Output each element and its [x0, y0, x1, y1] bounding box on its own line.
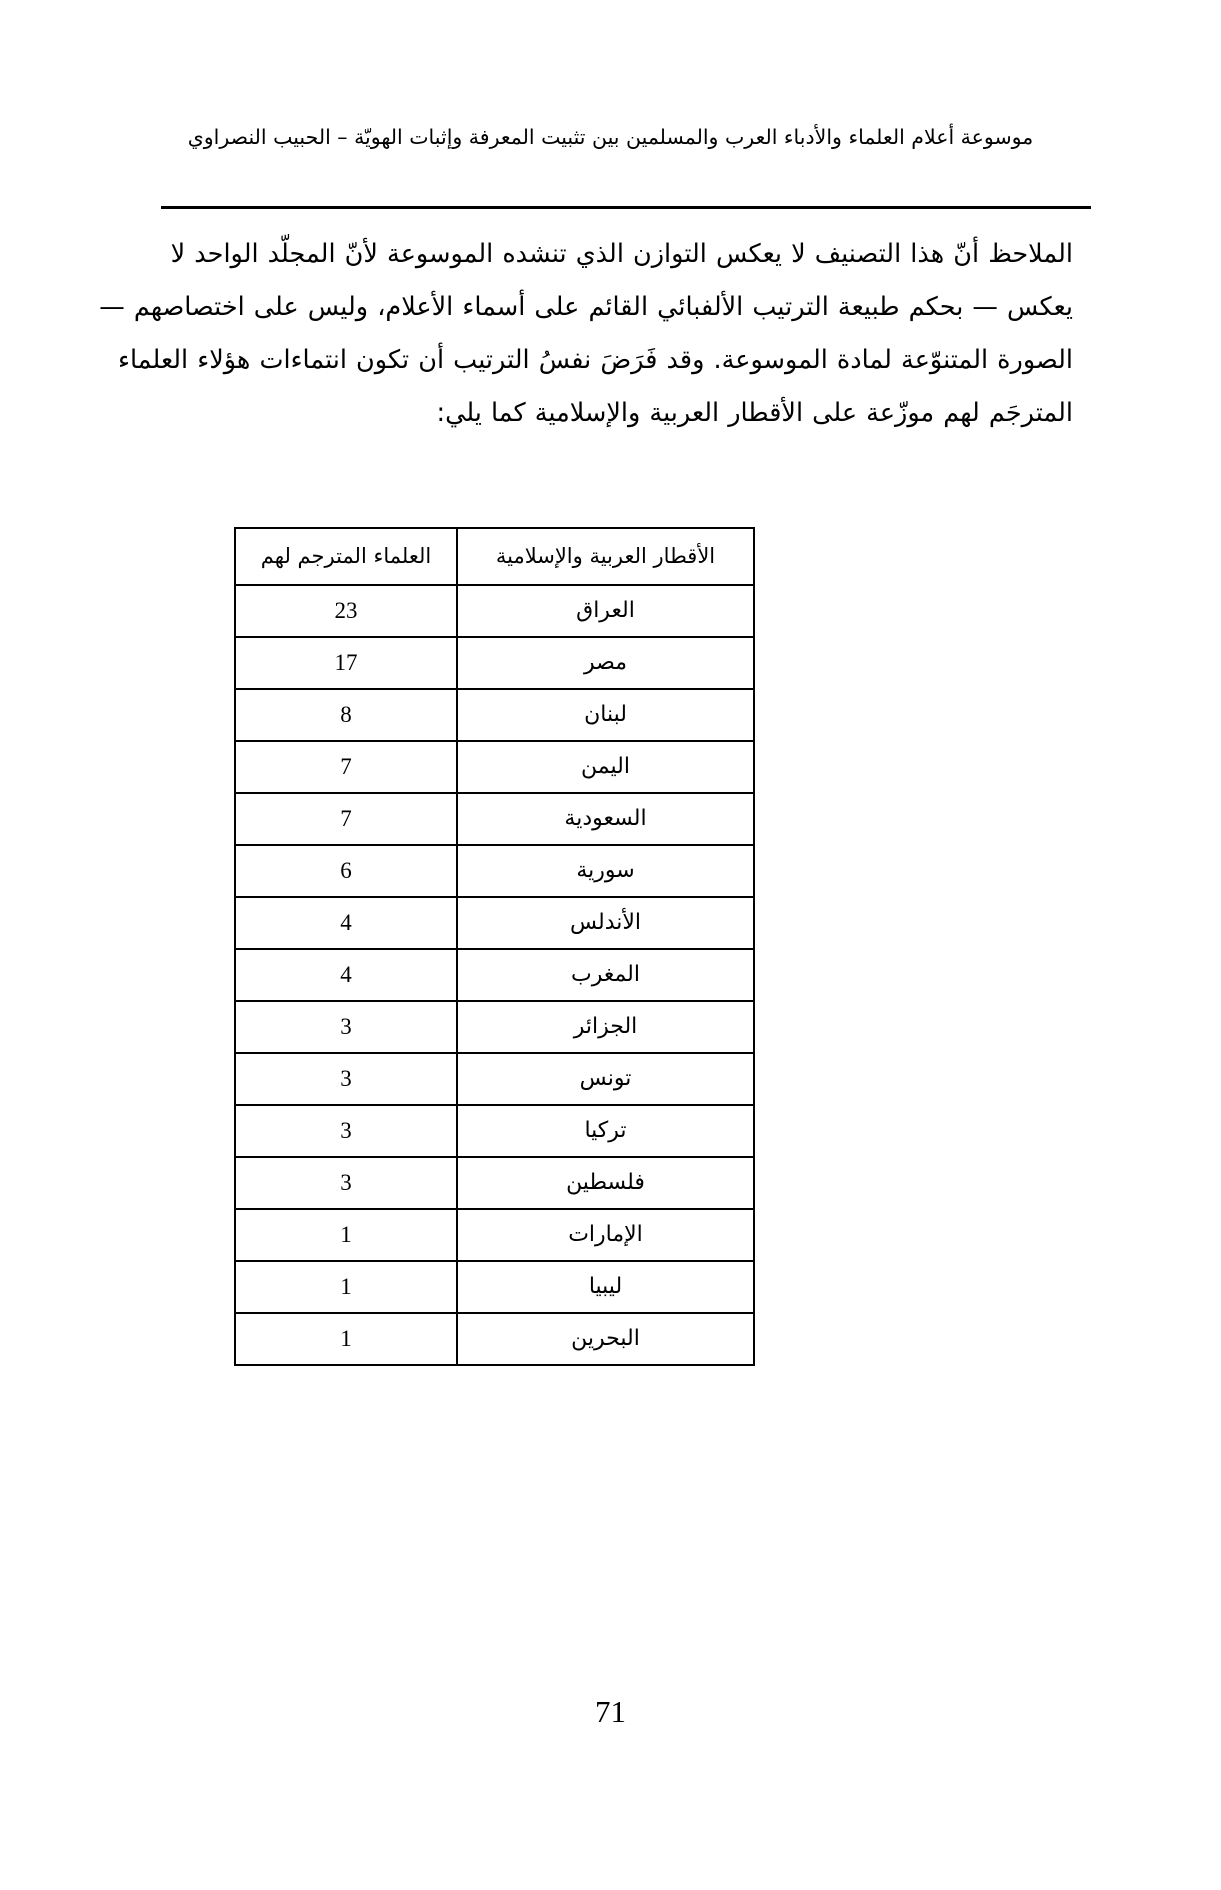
table-head — [235, 528, 754, 585]
body-line-1: الملاحظ أنّ هذا التصنيف لا يعكس التوازن الذي تنشده الموسوعة لأنّ المجلّد الواحد لا — [170, 239, 1073, 269]
cell-count: 3 — [235, 1001, 457, 1053]
cell-region: السعودية — [457, 793, 754, 845]
cell-count: 23 — [235, 585, 457, 637]
table-row — [235, 741, 754, 793]
table-row — [235, 949, 754, 1001]
cell-region: الأندلس — [457, 897, 754, 949]
cell-region: العراق — [457, 585, 754, 637]
cell-region: البحرين — [457, 1313, 754, 1365]
cell-region: تونس — [457, 1053, 754, 1105]
column-header-region: الأقطار العربية والإسلامية — [457, 528, 754, 585]
table-row — [235, 1209, 754, 1261]
column-header-count: العلماء المترجم لهم — [235, 528, 457, 585]
table-row — [235, 1105, 754, 1157]
body-paragraph — [99, 228, 1073, 440]
cell-region: تركيا — [457, 1105, 754, 1157]
table-row — [235, 689, 754, 741]
body-line-4: المترجَم لهم موزّعة على الأقطار العربية والإسلامية كما يلي: — [436, 398, 1073, 428]
table-row — [235, 1001, 754, 1053]
cell-region: مصر — [457, 637, 754, 689]
header-rule-divider — [161, 206, 1091, 209]
running-header: موسوعة أعلام العلماء والأدباء العرب والمسلمين بين تثبيت المعرفة وإثبات الهويّة – الحبيب النصراوي — [187, 125, 1034, 149]
table-row — [235, 1157, 754, 1209]
table-body — [235, 585, 754, 1365]
cell-count: 1 — [235, 1261, 457, 1313]
page-number: 71 — [595, 1694, 626, 1729]
cell-region: المغرب — [457, 949, 754, 1001]
body-line-3: الصورة المتنوّعة لمادة الموسوعة. وقد فَرَضَ نفسُ الترتيب أن تكون انتماءات هؤلاء العلماء — [118, 345, 1073, 375]
cell-count: 4 — [235, 897, 457, 949]
cell-count: 7 — [235, 793, 457, 845]
cell-count: 1 — [235, 1313, 457, 1365]
cell-count: 3 — [235, 1053, 457, 1105]
paragraph-text — [99, 228, 1073, 440]
cell-count: 4 — [235, 949, 457, 1001]
table-header-row — [235, 528, 754, 585]
cell-count: 8 — [235, 689, 457, 741]
cell-region: لبنان — [457, 689, 754, 741]
cell-count: 1 — [235, 1209, 457, 1261]
cell-region: سورية — [457, 845, 754, 897]
table-row — [235, 637, 754, 689]
cell-region: فلسطين — [457, 1157, 754, 1209]
cell-count: 3 — [235, 1157, 457, 1209]
countries-table-container — [260, 527, 755, 1366]
table-row — [235, 793, 754, 845]
cell-count: 3 — [235, 1105, 457, 1157]
table-row — [235, 845, 754, 897]
table-row — [235, 1261, 754, 1313]
cell-count: 7 — [235, 741, 457, 793]
cell-region: ليبيا — [457, 1261, 754, 1313]
table-row — [235, 585, 754, 637]
cell-region: الجزائر — [457, 1001, 754, 1053]
cell-region: اليمن — [457, 741, 754, 793]
body-line-2: يعكس — بحكم طبيعة الترتيب الألفبائي القائم على أسماء الأعلام، وليس على اختصاصهم — — [99, 292, 1073, 322]
cell-region: الإمارات — [457, 1209, 754, 1261]
cell-count: 17 — [235, 637, 457, 689]
table-row — [235, 1313, 754, 1365]
table-row — [235, 1053, 754, 1105]
cell-count: 6 — [235, 845, 457, 897]
table-row — [235, 897, 754, 949]
countries-table — [234, 527, 755, 1366]
